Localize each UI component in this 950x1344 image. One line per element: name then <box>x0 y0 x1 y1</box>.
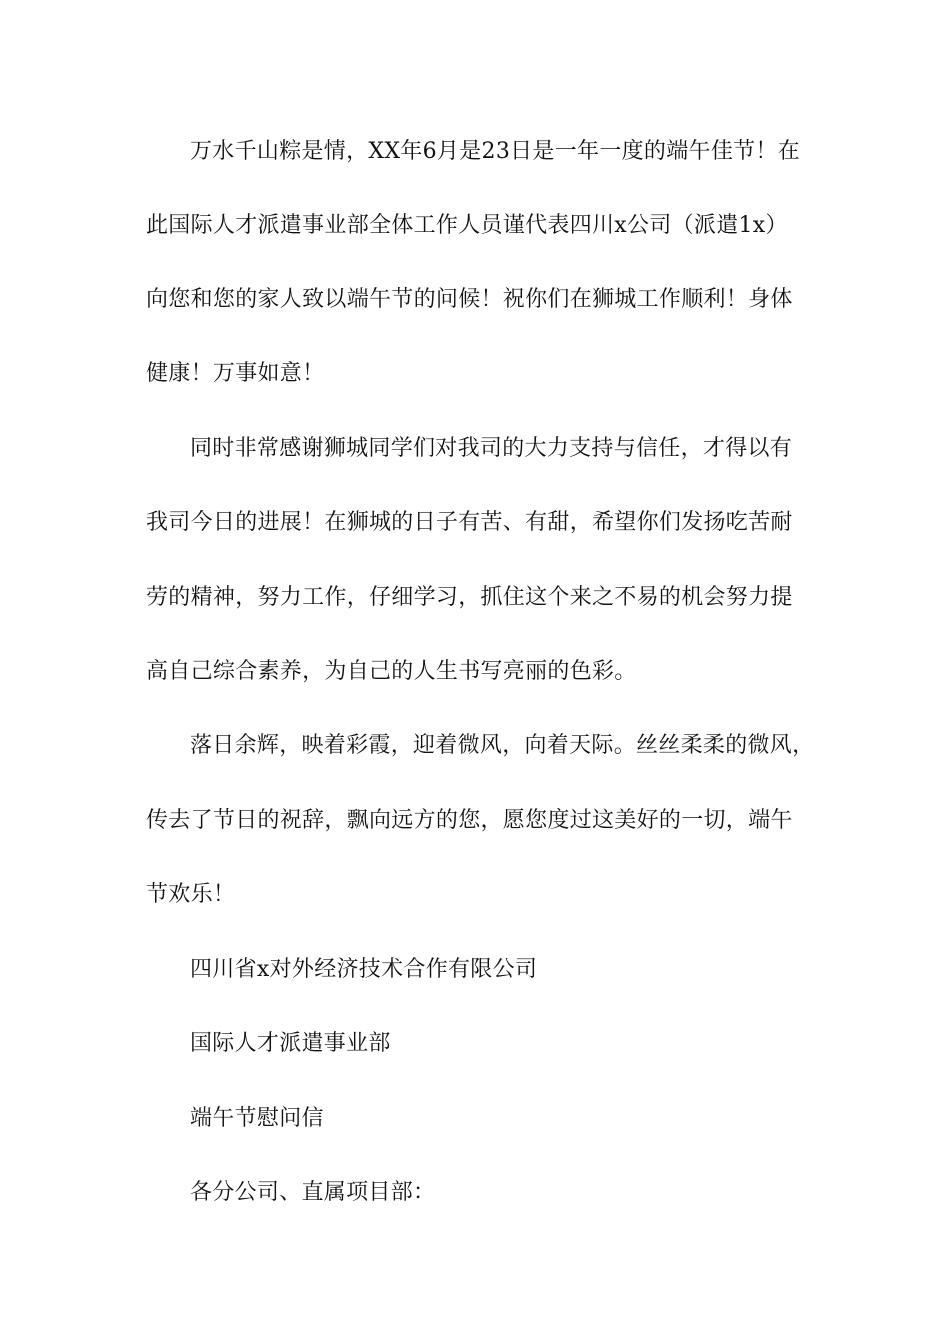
paragraph-1-line-1: 万水千山粽是情，XX年6月是23日是一年一度的端午佳节！在 <box>190 139 801 164</box>
department-name: 国际人才派遣事业部 <box>190 1031 391 1056</box>
paragraph-3-line-3: 节欢乐！ <box>146 882 236 907</box>
paragraph-2-line-1: 同时非常感谢狮城同学们对我司的大力支持与信任，才得以有 <box>190 436 793 461</box>
paragraph-2-line-3: 劳的精神，努力工作，仔细学习，抓住这个来之不易的机会努力提 <box>146 585 793 610</box>
paragraph-1-line-2: 此国际人才派遣事业部全体工作人员谨代表四川x公司（派遣1x） <box>146 213 788 238</box>
paragraph-2-line-4: 高自己综合素养，为自己的人生书写亮丽的色彩。 <box>146 659 637 684</box>
salutation: 各分公司、直属项目部： <box>190 1180 436 1205</box>
letter-title: 端午节慰问信 <box>190 1106 324 1131</box>
paragraph-1-line-4: 健康！万事如意！ <box>146 361 325 386</box>
paragraph-3-line-2: 传去了节日的祝辞，飘向远方的您，愿您度过这美好的一切，端午 <box>146 808 793 833</box>
company-name: 四川省x对外经济技术合作有限公司 <box>190 957 538 982</box>
paragraph-1-line-3: 向您和您的家人致以端午节的问候！祝你们在狮城工作顺利！身体 <box>146 287 793 312</box>
paragraph-2-line-2: 我司今日的进展！在狮城的日子有苦、有甜，希望你们发扬吃苦耐 <box>146 510 793 535</box>
paragraph-3-line-1: 落日余辉，映着彩霞，迎着微风，向着天际。丝丝柔柔的微风， <box>190 733 815 758</box>
